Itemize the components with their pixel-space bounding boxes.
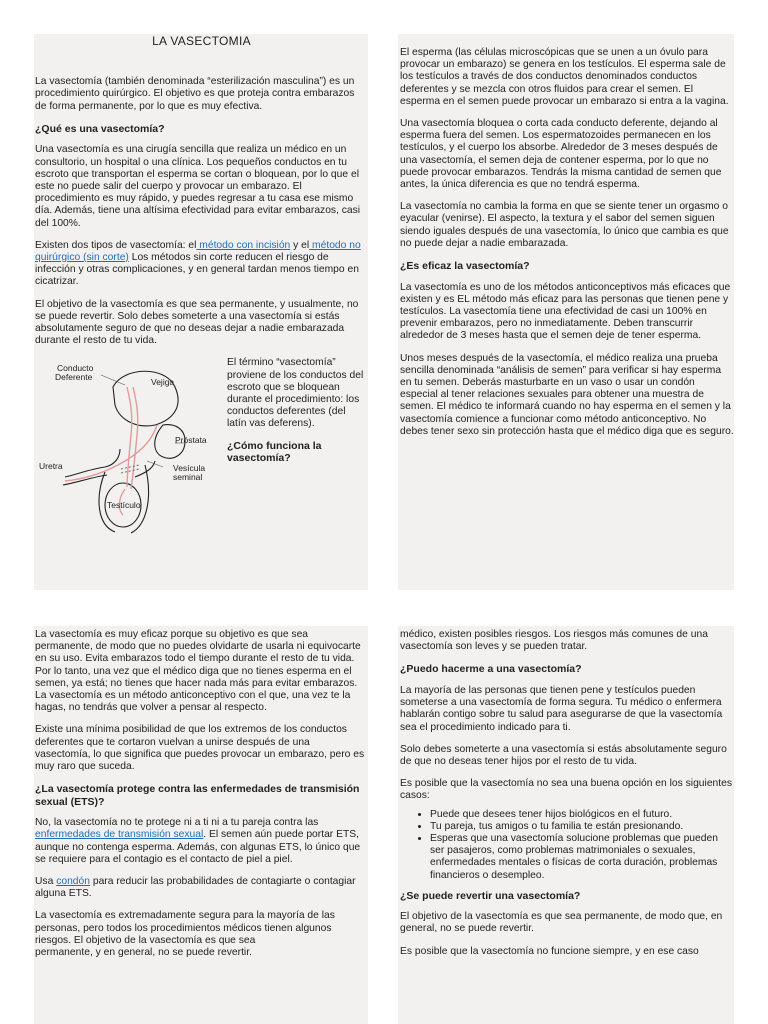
heading-es-eficaz: ¿Es eficaz la vasectomía? bbox=[400, 260, 530, 273]
forma-paragraph: La vasectomía no cambia la forma en que se siente tener un orgasmo o eyacular (venirse). El aspecto, la textura y el sabor del semen siguen siendo iguales después de una vasectomía, lo único que cambia es que no puede dejar a nadie embarazada. bbox=[400, 201, 729, 249]
document-title: LA VASECTOMIA bbox=[152, 34, 251, 48]
figure-row bbox=[35, 357, 368, 537]
label-prostata: Próstata bbox=[175, 435, 207, 446]
minima-paragraph: Existe una mínima posibilidad de que los extremos de los conductos deferentes que te cortaron vuelvan a unirse después de una vasectomía, lo que significa que puedes provocar un embarazo, pero es muy raro que suceda. bbox=[35, 724, 365, 773]
ets-text-b: . El semen aún puede portar ETS, aunque no contenga esperma. Además, con algunas ETS, lo único que se requiere para el contagio es el contacto de piel a piel. bbox=[35, 829, 361, 865]
esperma-paragraph: El esperma (las células microscópicas que se unen a un óvulo para provocar un embarazo) se genera en los testículos. El esperma sale de los testículos a través de dos conductos denominados conductos deferentes y se mezcla con otros fluidos para crear el semen. El esperma en el semen puede provocar un embarazo si entra a la vagina. bbox=[400, 47, 729, 107]
heading-puedo: ¿Puedo hacerme a una vasectomía? bbox=[400, 663, 582, 676]
muy-eficaz-paragraph: La vasectomía es muy eficaz porque su objetivo es que sea permanente, de modo que no puedes olvidarte de usarla ni equivocarte en su uso. Evita embarazos todo el tiempo durante el resto de tu vida. Por lo tanto, una vez que el médico diga que no tienes esperma en el semen, ya está; no tienes que hacer nada más para evitar embarazos. La vasectomía es un método anticonceptivo con el que, una vez te la hagas, no tendrás que volver a pensar al respecto. bbox=[35, 629, 361, 714]
label-seminal: seminal bbox=[173, 472, 203, 483]
label-vesicula: Vesícula bbox=[173, 463, 206, 474]
ets-text-a: No, la vasectomía no te protege ni a ti ni a tu pareja contra las bbox=[35, 817, 319, 829]
cut-off-line: permanente, y en general, no se puede revertir. bbox=[35, 947, 252, 959]
ets-paragraph bbox=[35, 817, 368, 866]
heading-que-es: ¿Qué es una vasectomía? bbox=[35, 122, 165, 135]
heading-revertir: ¿Se puede revertir una vasectomía? bbox=[400, 889, 581, 902]
tipos-text-c: Los métodos sin corte reducen el riesgo de infección y otras complicaciones, y en general tardan menos tiempo en cicatrizar. bbox=[35, 251, 359, 288]
list-item: • Puede que desees tener hijos biológicos en el futuro. bbox=[430, 809, 734, 821]
condon-link[interactable]: condón bbox=[56, 876, 90, 888]
heading-ets: ¿La vasectomía protege contra las enfermedades de transmisión sexual (ETS)? bbox=[35, 783, 360, 808]
tipos-text-a: Existen dos tipos de vasectomía: el bbox=[35, 239, 197, 251]
label-testiculo: Testículo bbox=[107, 500, 141, 511]
usa-text-a: Usa bbox=[35, 876, 57, 888]
riesgos-paragraph: médico, existen posibles riesgos. Los riesgos más comunes de una vasectomía son leves y se pueden tratar. bbox=[400, 629, 708, 653]
bloquea-paragraph: Una vasectomía bloquea o corta cada conducto deferente, dejando al esperma fuera del semen. Los espermatozoides permanecen en los testículos, y el cuerpo los absorbe. Alrededor de 3 meses después de una vasectomía, el semen deja de contener esperma, por lo que no puede provocar embarazos. Tendrás la misma cantidad de semen que antes, la única diferencia es que no tendrá esperma. bbox=[400, 118, 722, 191]
heading-como-funciona: ¿Cómo funciona la vasectomía? bbox=[227, 439, 322, 465]
mayoria-paragraph: La mayoría de las personas que tienen pene y testículos pueden someterse a una vasectomía de forma segura. Tu médico o enfermera hablarán contigo sobre tu salud para asegurarse de que la vasectomía sea el procedimiento indicado para ti. bbox=[400, 684, 723, 733]
ets-link[interactable]: enfermedades de transmisión sexual bbox=[35, 829, 204, 841]
eficaz-paragraph: La vasectomía es uno de los métodos anticonceptivos más eficaces que existen y es EL método más eficaz para las personas que tienen pene y testículos. La vasectomía tiene una efectividad de casi un 100% en prevenir embarazos, pero no inmediatamente. Deben transcurrir alrededor de 3 meses hasta que el semen deje de tener esperma. bbox=[400, 281, 731, 342]
analisis-paragraph: Unos meses después de la vasectomía, el médico realiza una prueba sencilla denominada “análisis de semen” para verificar si hay esperma en tu semen. Deberás masturbarte en un vaso o usar un condón especial al tener relaciones sexuales para obtener una muestra de semen. El médico te informará cuando no hay esperma en el semen y la vasectomía comience a funcionar como método anticonceptivo. No debes tener sexo sin protección hasta que el médico diga que es seguro. bbox=[400, 352, 734, 437]
condon-paragraph bbox=[35, 876, 368, 900]
objetivo-paragraph: El objetivo de la vasectomía es que sea permanente, y usualmente, no se puede revertir. Solo debes someterte a una vasectomía si estás absolutamente seguro de que no deseas dejar a nadie embarazada durante el resto de tu vida. bbox=[35, 298, 359, 347]
intro-paragraph: La vasectomía (también denominada “esterilización masculina”) es un procedimiento quirúrgico. El objetivo es que proteja contra embarazos de forma permanente, por lo que es muy efectiva. bbox=[35, 76, 355, 112]
label-deferente: Deferente bbox=[55, 372, 93, 383]
label-uretra: Uretra bbox=[39, 461, 63, 472]
metodo-con-incision-link[interactable]: método con incisión bbox=[196, 239, 291, 251]
que-es-paragraph: Una vasectomía es una cirugía sencilla que realiza un médico en un consultorio, un hospital o una clínica. Los pequeños conductos en tu escroto que transportan el esperma se cortan o bloquean, por lo que el este no puede salir del cuerpo y provocar un embarazo. El procedimiento es muy rápido, y puedes regresar a tu casa ese mismo día. Además, tiene una altísima efectividad para evitar embarazos, casi del 100%. bbox=[35, 144, 361, 229]
usa-text-b: para reducir las probabilidades de contagiarte o contagiar alguna ETS. bbox=[35, 876, 356, 900]
revertir-paragraph: El objetivo de la vasectomía es que sea permanente, de modo que, en general, no se puede revertir. bbox=[400, 911, 723, 935]
page-2-left-column bbox=[34, 626, 368, 1024]
page-1-left-column bbox=[34, 34, 368, 590]
figure-caption-column bbox=[227, 357, 367, 473]
label-conducto: Conducto bbox=[57, 363, 94, 374]
cut-off-line: Es posible que la vasectomía no funcione siempre, y en ese caso bbox=[400, 945, 699, 957]
anatomy-diagram bbox=[35, 357, 225, 537]
cases-list bbox=[400, 809, 734, 882]
list-item: • Tu pareja, tus amigos o tu familia te están presionando. bbox=[430, 821, 734, 833]
posible-paragraph: Es posible que la vasectomía no sea una buena opción en los siguientes casos: bbox=[400, 778, 733, 802]
page-1-right-column bbox=[398, 34, 734, 590]
solo-paragraph: Solo debes someterte a una vasectomía si estás absolutamente seguro de que no deseas tener hijos por el resto de tu vida. bbox=[400, 743, 727, 767]
segura-paragraph: La vasectomía es extremadamente segura para la mayoría de las personas, pero todos los procedimientos médicos tienen algunos riesgos. El objetivo de la vasectomía es que sea bbox=[35, 910, 335, 946]
label-vejiga: Vejiga bbox=[151, 377, 175, 388]
tipos-paragraph bbox=[35, 240, 368, 289]
vasectomia-etymology: El término “vasectomía” proviene de los conductos del escroto que se bloquean durante el procedimiento: los conductos deferentes (del latín vas deferens). bbox=[227, 357, 364, 430]
metodo-no-quirurgico-link[interactable]: método no quirúrgico (sin corte) bbox=[35, 239, 361, 263]
list-item: • Esperas que una vasectomía solucione problemas que pueden ser pasajeros, como problemas matrimoniales o sexuales, enfermedades mentales o físicas de corta duración, problemas financieros o desempleo. bbox=[430, 833, 734, 882]
tipos-text-b: y el bbox=[290, 239, 310, 251]
page-2-right-column bbox=[398, 626, 734, 1024]
